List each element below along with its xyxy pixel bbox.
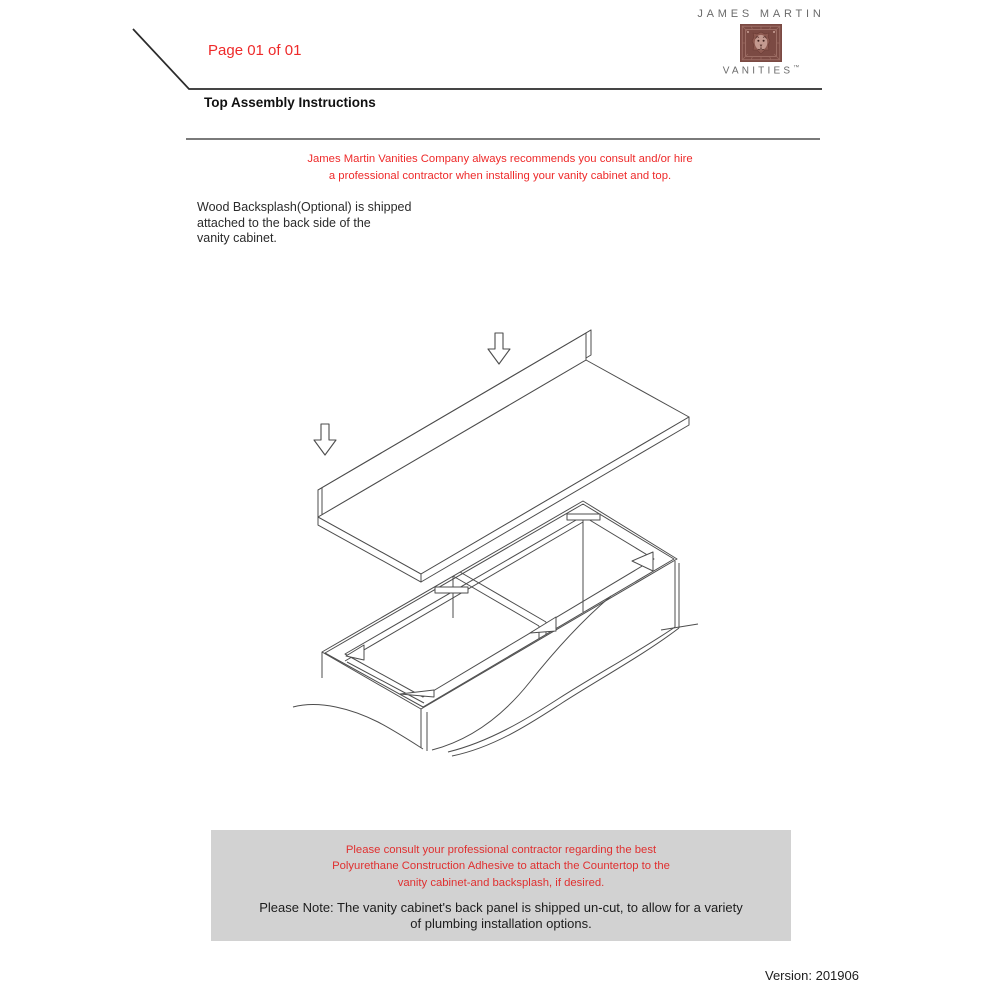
footer-note-box [211, 830, 791, 941]
adhesive-advice [211, 830, 791, 891]
disclaimer-line: James Martin Vanities Company always recommends you consult and/or hire [307, 153, 693, 165]
down-arrow-icon [314, 424, 336, 455]
adhesive-advice-line: vanity cabinet-and backsplash, if desired. [397, 876, 605, 889]
brand-name-bottom [694, 65, 828, 76]
down-arrow-icon [488, 333, 510, 364]
page-number-label: Page 01 of 01 [208, 42, 302, 59]
version-label: Version: 201906 [765, 968, 859, 983]
page-title: Top Assembly Instructions [204, 95, 376, 110]
brand-logo [694, 8, 828, 76]
back-panel-note-line: Please Note: The vanity cabinet's back panel is shipped un-cut, to allow for a variety [259, 899, 743, 915]
contractor-disclaimer [280, 151, 720, 184]
note-line: attached to the back side of the [197, 215, 371, 230]
disclaimer-line: a professional contractor when installing your vanity cabinet and top. [328, 169, 672, 182]
backsplash-note [197, 200, 427, 247]
note-line: vanity cabinet. [197, 231, 277, 245]
adhesive-advice-line: Polyurethane Construction Adhesive to attach the Countertop to the [332, 860, 670, 873]
brand-name-bottom-text: VANITIES [722, 65, 794, 77]
back-panel-note [211, 900, 791, 933]
back-panel-note-line: of plumbing installation options. [410, 916, 592, 932]
lion-mosaic-emblem-icon [740, 24, 782, 62]
trademark-symbol: ™ [793, 65, 800, 71]
note-line: Wood Backsplash(Optional) is shipped [197, 200, 412, 214]
adhesive-advice-line: Please consult your professional contractor regarding the best [345, 844, 657, 856]
brand-name-top: JAMES MARTIN [697, 8, 825, 20]
